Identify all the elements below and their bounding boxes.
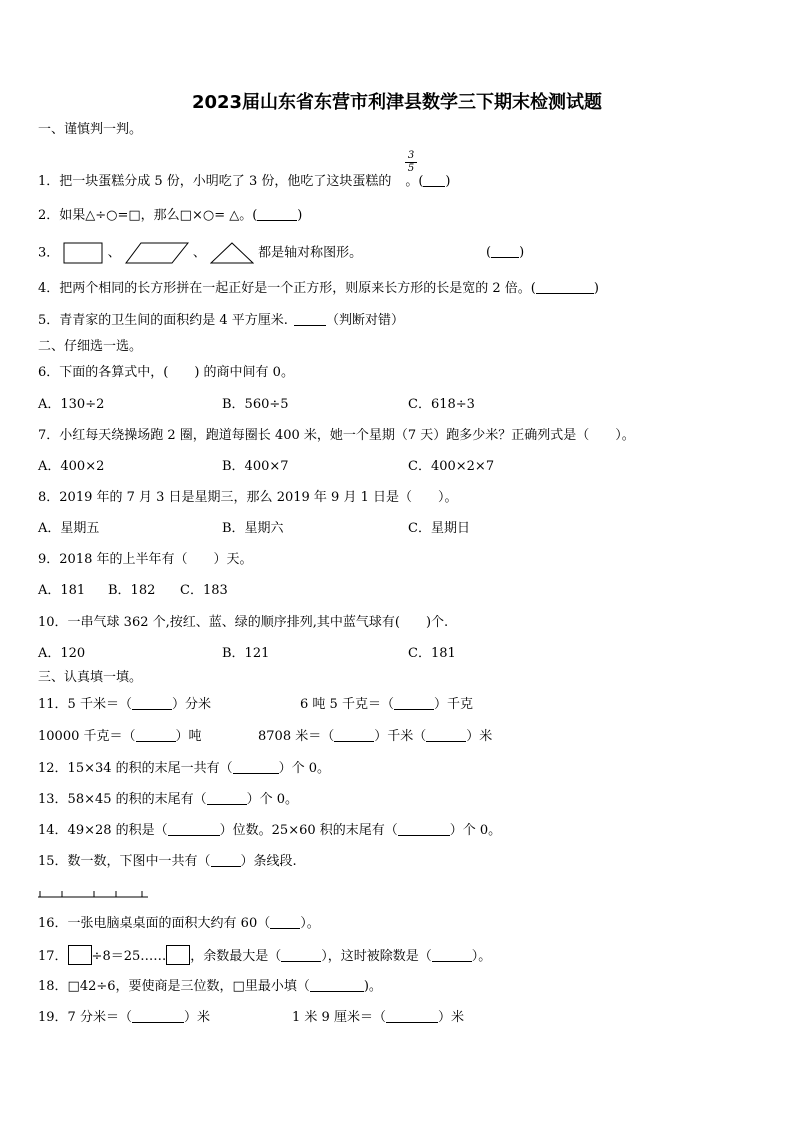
option-c[interactable]: C．183 xyxy=(180,583,228,598)
fraction-denominator: 5 xyxy=(407,163,415,174)
question-11c: 10000 千克＝（ ）吨 xyxy=(38,729,202,744)
option-b[interactable]: B．560÷5 xyxy=(222,397,289,412)
question-2: 2．如果△÷○=□，那么□×○= △。( ) xyxy=(38,208,303,223)
question-8: 8．2019 年的 7 月 3 日是星期三，那么 2019 年 9 月 1 日是（ ）。 xyxy=(38,490,458,505)
answer-blank[interactable] xyxy=(207,791,247,805)
question-11a: 11．5 千米＝（ ）分米 xyxy=(38,697,211,712)
answer-blank[interactable] xyxy=(270,915,300,929)
question-18: 18．□42÷6，要使商是三位数，□里最小填（ )。 xyxy=(38,979,382,994)
page-title: 2023届山东省东营市利津县数学三下期末检测试题 xyxy=(191,92,603,113)
answer-blank[interactable] xyxy=(426,728,466,742)
question-11d: 8708 米＝（ ）千米（ ）米 xyxy=(258,729,493,744)
fraction-numerator: 3 xyxy=(407,150,415,161)
answer-blank[interactable] xyxy=(334,728,374,742)
option-a[interactable]: A．120 xyxy=(38,646,86,661)
question-3: 3． 、 、 都是轴对称图形。 xyxy=(38,241,362,265)
remainder-box[interactable] xyxy=(166,945,190,965)
option-a[interactable]: A．181 xyxy=(38,583,86,598)
question-7: 7．小红每天绕操场跑 2 圈，跑道每圈长 400 米，她一个星期（7 天）跑多少米？正确列式是（ ）。 xyxy=(38,428,635,443)
option-c[interactable]: C．618÷3 xyxy=(408,397,475,412)
question-5: 5．青青家的卫生间的面积约是 4 平方厘米. （判断对错） xyxy=(38,313,404,328)
option-c[interactable]: C．星期日 xyxy=(408,521,470,536)
question-4: 4．把两个相同的长方形拼在一起正好是一个正方形，则原来长方形的长是宽的 2 倍。( ) xyxy=(38,281,599,296)
triangle-shape xyxy=(210,241,254,265)
answer-blank[interactable] xyxy=(294,312,326,326)
answer-blank[interactable] xyxy=(536,280,594,294)
answer-blank[interactable] xyxy=(432,948,472,962)
answer-blank[interactable] xyxy=(132,696,172,710)
question-3-answer: ( ) xyxy=(486,245,525,260)
segment-figure xyxy=(36,885,150,899)
answer-blank[interactable] xyxy=(310,978,364,992)
option-a[interactable]: A．130÷2 xyxy=(38,397,105,412)
question-13: 13．58×45 的积的末尾有（ ）个 0。 xyxy=(38,792,299,807)
answer-blank[interactable] xyxy=(386,1009,438,1023)
question-16: 16．一张电脑桌桌面的面积大约有 60（ ）。 xyxy=(38,916,320,931)
fraction xyxy=(405,151,417,174)
question-14: 14．49×28 的积是（ ）位数。25×60 积的末尾有（ ）个 0。 xyxy=(38,823,502,838)
answer-blank[interactable] xyxy=(233,760,279,774)
option-c[interactable]: C．400×2×7 xyxy=(408,459,495,474)
section-1-heading: 一、谨慎判一判。 xyxy=(38,122,143,137)
option-b[interactable]: B．182 xyxy=(108,583,156,598)
question-12: 12．15×34 的积的末尾一共有（ ）个 0。 xyxy=(38,761,331,776)
question-10: 10．一串气球 362 个,按红、蓝、绿的顺序排列,其中蓝气球有( )个. xyxy=(38,615,449,630)
question-6: 6．下面的各算式中，( ) 的商中间有 0。 xyxy=(38,365,294,380)
section-3-heading: 三、认真填一填。 xyxy=(38,670,143,685)
question-1: 1．把一块蛋糕分成 5 份，小明吃了 3 份，他吃了这块蛋糕的 。( ) xyxy=(38,174,451,189)
answer-blank[interactable] xyxy=(136,728,176,742)
answer-blank[interactable] xyxy=(398,822,450,836)
answer-blank[interactable] xyxy=(281,948,321,962)
question-17: 17． ÷8＝25…… ，余数最大是（ ），这时被除数是（ ）。 xyxy=(38,945,491,967)
question-19b: 1 米 9 厘米＝（ ）米 xyxy=(292,1010,464,1025)
answer-blank[interactable] xyxy=(132,1009,184,1023)
parallelogram-shape xyxy=(125,241,189,265)
answer-blank[interactable] xyxy=(491,244,519,258)
question-15: 15．数一数，下图中一共有（ ）条线段. xyxy=(38,854,297,869)
answer-blank[interactable] xyxy=(211,853,241,867)
option-b[interactable]: B．121 xyxy=(222,646,270,661)
option-c[interactable]: C．181 xyxy=(408,646,456,661)
answer-blank[interactable] xyxy=(257,207,297,221)
question-11b: 6 吨 5 千克＝（ ）千克 xyxy=(300,697,473,712)
dividend-box[interactable] xyxy=(68,945,92,965)
section-2-heading: 二、仔细选一选。 xyxy=(38,339,143,354)
answer-blank[interactable] xyxy=(394,696,434,710)
rectangle-shape xyxy=(63,241,103,265)
question-19a: 19．7 分米＝（ ）米 xyxy=(38,1010,210,1025)
answer-blank[interactable] xyxy=(168,822,220,836)
option-b[interactable]: B．400×7 xyxy=(222,459,289,474)
option-a[interactable]: A．星期五 xyxy=(38,521,100,536)
option-a[interactable]: A．400×2 xyxy=(38,459,105,474)
option-b[interactable]: B．星期六 xyxy=(222,521,284,536)
question-9: 9．2018 年的上半年有（ ）天。 xyxy=(38,552,253,567)
answer-blank[interactable] xyxy=(423,173,445,187)
